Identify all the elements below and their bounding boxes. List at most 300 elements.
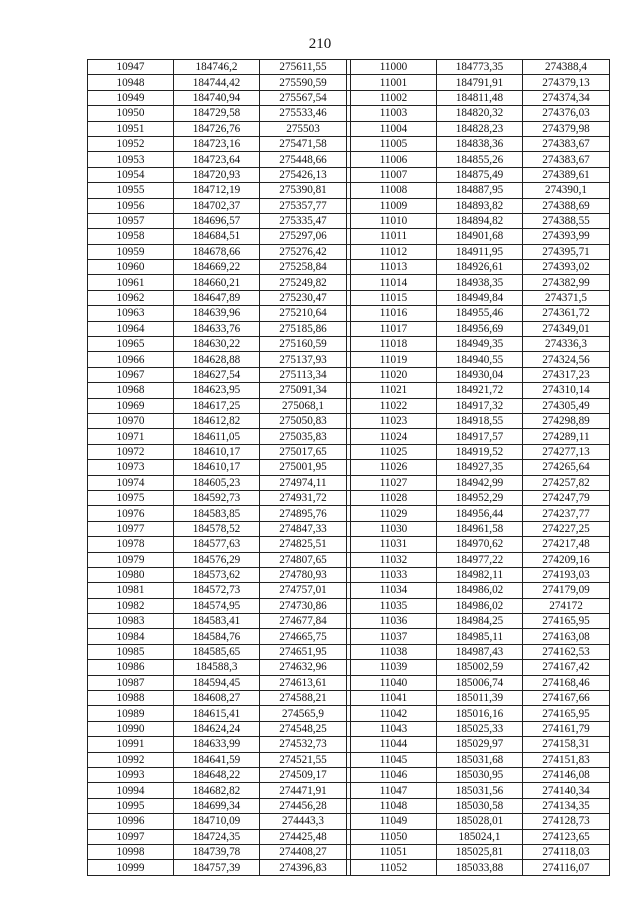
left-point-id-cell: 10968 xyxy=(88,383,174,398)
left-x-value-cell: 184611,05 xyxy=(174,429,260,444)
left-x-value-cell: 184583,41 xyxy=(174,614,260,629)
left-y-value-cell: 275185,86 xyxy=(260,321,347,336)
left-x-value-cell: 184682,82 xyxy=(174,783,260,798)
right-y-value-cell: 274165,95 xyxy=(523,614,610,629)
right-y-value-cell: 274388,55 xyxy=(523,213,610,228)
left-y-value-cell: 275035,83 xyxy=(260,429,347,444)
left-point-id-cell: 10950 xyxy=(88,106,174,121)
left-y-value-cell: 274677,84 xyxy=(260,614,347,629)
left-point-id-cell: 10988 xyxy=(88,691,174,706)
right-y-value-cell: 274265,64 xyxy=(523,460,610,475)
table-row xyxy=(88,90,610,105)
right-x-value-cell: 185031,56 xyxy=(437,783,523,798)
right-x-value-cell: 184942,99 xyxy=(437,475,523,490)
left-point-id-cell: 10972 xyxy=(88,444,174,459)
left-point-id-cell: 10996 xyxy=(88,814,174,829)
right-point-id-cell: 11026 xyxy=(351,460,437,475)
right-y-value-cell: 274227,25 xyxy=(523,521,610,536)
right-y-value-cell: 274361,72 xyxy=(523,306,610,321)
right-x-value-cell: 184921,72 xyxy=(437,383,523,398)
table-row xyxy=(88,260,610,275)
right-x-value-cell: 184977,22 xyxy=(437,552,523,567)
right-y-value-cell: 274324,56 xyxy=(523,352,610,367)
left-point-id-cell: 10991 xyxy=(88,737,174,752)
table-row xyxy=(88,721,610,736)
right-y-value-cell: 274374,34 xyxy=(523,90,610,105)
right-x-value-cell: 184956,44 xyxy=(437,506,523,521)
right-point-id-cell: 11021 xyxy=(351,383,437,398)
right-point-id-cell: 11034 xyxy=(351,583,437,598)
table-row xyxy=(88,644,610,659)
right-point-id-cell: 11015 xyxy=(351,290,437,305)
left-x-value-cell: 184699,34 xyxy=(174,798,260,813)
right-x-value-cell: 184811,48 xyxy=(437,90,523,105)
left-x-value-cell: 184669,22 xyxy=(174,260,260,275)
right-y-value-cell: 274128,73 xyxy=(523,814,610,829)
left-point-id-cell: 10975 xyxy=(88,490,174,505)
right-y-value-cell: 274179,09 xyxy=(523,583,610,598)
left-y-value-cell: 274807,65 xyxy=(260,552,347,567)
left-y-value-cell: 275611,55 xyxy=(260,60,347,75)
right-point-id-cell: 11000 xyxy=(351,60,437,75)
right-point-id-cell: 11009 xyxy=(351,198,437,213)
left-point-id-cell: 10974 xyxy=(88,475,174,490)
right-point-id-cell: 11003 xyxy=(351,106,437,121)
left-x-value-cell: 184684,51 xyxy=(174,229,260,244)
right-x-value-cell: 184961,58 xyxy=(437,521,523,536)
left-point-id-cell: 10999 xyxy=(88,860,174,875)
left-y-value-cell: 274521,55 xyxy=(260,752,347,767)
table-row xyxy=(88,752,610,767)
right-point-id-cell: 11005 xyxy=(351,136,437,151)
left-point-id-cell: 10992 xyxy=(88,752,174,767)
right-x-value-cell: 184926,61 xyxy=(437,260,523,275)
right-x-value-cell: 184952,29 xyxy=(437,490,523,505)
right-y-value-cell: 274162,53 xyxy=(523,644,610,659)
right-point-id-cell: 11012 xyxy=(351,244,437,259)
left-x-value-cell: 184710,09 xyxy=(174,814,260,829)
right-y-value-cell: 274158,31 xyxy=(523,737,610,752)
right-point-id-cell: 11038 xyxy=(351,644,437,659)
left-y-value-cell: 274548,25 xyxy=(260,721,347,736)
right-x-value-cell: 185025,81 xyxy=(437,844,523,859)
table-row xyxy=(88,152,610,167)
left-x-value-cell: 184746,2 xyxy=(174,60,260,75)
left-point-id-cell: 10993 xyxy=(88,767,174,782)
right-y-value-cell: 274305,49 xyxy=(523,398,610,413)
right-point-id-cell: 11024 xyxy=(351,429,437,444)
right-y-value-cell: 274237,77 xyxy=(523,506,610,521)
left-x-value-cell: 184723,16 xyxy=(174,136,260,151)
left-y-value-cell: 275001,95 xyxy=(260,460,347,475)
left-x-value-cell: 184610,17 xyxy=(174,444,260,459)
right-point-id-cell: 11037 xyxy=(351,629,437,644)
right-y-value-cell: 274151,83 xyxy=(523,752,610,767)
left-x-value-cell: 184574,95 xyxy=(174,598,260,613)
left-x-value-cell: 184572,73 xyxy=(174,583,260,598)
table-row xyxy=(88,660,610,675)
left-y-value-cell: 274509,17 xyxy=(260,767,347,782)
left-point-id-cell: 10970 xyxy=(88,413,174,428)
right-point-id-cell: 11050 xyxy=(351,829,437,844)
table-row xyxy=(88,629,610,644)
left-x-value-cell: 184585,65 xyxy=(174,644,260,659)
right-y-value-cell: 274383,67 xyxy=(523,136,610,151)
left-point-id-cell: 10960 xyxy=(88,260,174,275)
right-x-value-cell: 185006,74 xyxy=(437,675,523,690)
left-y-value-cell: 275390,81 xyxy=(260,183,347,198)
table-row xyxy=(88,814,610,829)
left-y-value-cell: 275357,77 xyxy=(260,198,347,213)
left-point-id-cell: 10965 xyxy=(88,337,174,352)
left-y-value-cell: 274931,72 xyxy=(260,490,347,505)
coordinates-table xyxy=(87,59,610,876)
left-x-value-cell: 184702,37 xyxy=(174,198,260,213)
right-y-value-cell: 274310,14 xyxy=(523,383,610,398)
left-y-value-cell: 275276,42 xyxy=(260,244,347,259)
right-y-value-cell: 274277,13 xyxy=(523,444,610,459)
left-point-id-cell: 10964 xyxy=(88,321,174,336)
right-point-id-cell: 11022 xyxy=(351,398,437,413)
left-x-value-cell: 184615,41 xyxy=(174,706,260,721)
left-x-value-cell: 184641,59 xyxy=(174,752,260,767)
right-x-value-cell: 184940,55 xyxy=(437,352,523,367)
left-y-value-cell: 275210,64 xyxy=(260,306,347,321)
right-y-value-cell: 274167,66 xyxy=(523,691,610,706)
left-x-value-cell: 184648,22 xyxy=(174,767,260,782)
right-y-value-cell: 274395,71 xyxy=(523,244,610,259)
left-x-value-cell: 184720,93 xyxy=(174,167,260,182)
right-x-value-cell: 184919,52 xyxy=(437,444,523,459)
right-x-value-cell: 184956,69 xyxy=(437,321,523,336)
left-x-value-cell: 184628,88 xyxy=(174,352,260,367)
right-x-value-cell: 184918,55 xyxy=(437,413,523,428)
right-point-id-cell: 11031 xyxy=(351,537,437,552)
table-row xyxy=(88,60,610,75)
left-x-value-cell: 184576,29 xyxy=(174,552,260,567)
left-y-value-cell: 275471,58 xyxy=(260,136,347,151)
left-x-value-cell: 184739,78 xyxy=(174,844,260,859)
right-x-value-cell: 185030,58 xyxy=(437,798,523,813)
left-point-id-cell: 10980 xyxy=(88,567,174,582)
right-point-id-cell: 11017 xyxy=(351,321,437,336)
right-x-value-cell: 184930,04 xyxy=(437,367,523,382)
left-point-id-cell: 10952 xyxy=(88,136,174,151)
right-y-value-cell: 274134,35 xyxy=(523,798,610,813)
table-row xyxy=(88,614,610,629)
table-row xyxy=(88,844,610,859)
right-x-value-cell: 184887,95 xyxy=(437,183,523,198)
table-row xyxy=(88,737,610,752)
left-point-id-cell: 10971 xyxy=(88,429,174,444)
right-point-id-cell: 11018 xyxy=(351,337,437,352)
table-row xyxy=(88,290,610,305)
right-x-value-cell: 184938,35 xyxy=(437,275,523,290)
left-y-value-cell: 275137,93 xyxy=(260,352,347,367)
right-point-id-cell: 11020 xyxy=(351,367,437,382)
left-point-id-cell: 10954 xyxy=(88,167,174,182)
left-y-value-cell: 275567,54 xyxy=(260,90,347,105)
left-point-id-cell: 10979 xyxy=(88,552,174,567)
right-y-value-cell: 274123,65 xyxy=(523,829,610,844)
right-x-value-cell: 184927,35 xyxy=(437,460,523,475)
right-x-value-cell: 184986,02 xyxy=(437,583,523,598)
table-row xyxy=(88,213,610,228)
table-row xyxy=(88,537,610,552)
table-row xyxy=(88,352,610,367)
right-x-value-cell: 184791,91 xyxy=(437,75,523,90)
left-x-value-cell: 184627,54 xyxy=(174,367,260,382)
right-y-value-cell: 274140,34 xyxy=(523,783,610,798)
right-point-id-cell: 11039 xyxy=(351,660,437,675)
left-point-id-cell: 10951 xyxy=(88,121,174,136)
table-row xyxy=(88,567,610,582)
left-y-value-cell: 274895,76 xyxy=(260,506,347,521)
right-y-value-cell: 274167,42 xyxy=(523,660,610,675)
left-y-value-cell: 275113,34 xyxy=(260,367,347,382)
right-x-value-cell: 184828,23 xyxy=(437,121,523,136)
right-x-value-cell: 185031,68 xyxy=(437,752,523,767)
left-x-value-cell: 184612,82 xyxy=(174,413,260,428)
table-row xyxy=(88,429,610,444)
left-y-value-cell: 274471,91 xyxy=(260,783,347,798)
right-x-value-cell: 185030,95 xyxy=(437,767,523,782)
left-x-value-cell: 184617,25 xyxy=(174,398,260,413)
left-point-id-cell: 10962 xyxy=(88,290,174,305)
left-x-value-cell: 184630,22 xyxy=(174,337,260,352)
right-x-value-cell: 184955,46 xyxy=(437,306,523,321)
table-row xyxy=(88,275,610,290)
page-number: 210 xyxy=(308,36,332,52)
right-x-value-cell: 184838,36 xyxy=(437,136,523,151)
table-row xyxy=(88,583,610,598)
right-x-value-cell: 184820,32 xyxy=(437,106,523,121)
table-row xyxy=(88,783,610,798)
left-y-value-cell: 274396,83 xyxy=(260,860,347,875)
right-point-id-cell: 11043 xyxy=(351,721,437,736)
left-point-id-cell: 10986 xyxy=(88,660,174,675)
right-x-value-cell: 184901,68 xyxy=(437,229,523,244)
left-point-id-cell: 10998 xyxy=(88,844,174,859)
table-row xyxy=(88,413,610,428)
right-point-id-cell: 11036 xyxy=(351,614,437,629)
table-row xyxy=(88,475,610,490)
right-y-value-cell: 274379,98 xyxy=(523,121,610,136)
table-row xyxy=(88,167,610,182)
left-point-id-cell: 10990 xyxy=(88,721,174,736)
left-x-value-cell: 184724,35 xyxy=(174,829,260,844)
left-point-id-cell: 10953 xyxy=(88,152,174,167)
right-x-value-cell: 185002,59 xyxy=(437,660,523,675)
left-y-value-cell: 275160,59 xyxy=(260,337,347,352)
right-point-id-cell: 11047 xyxy=(351,783,437,798)
left-x-value-cell: 184696,57 xyxy=(174,213,260,228)
right-point-id-cell: 11011 xyxy=(351,229,437,244)
left-point-id-cell: 10987 xyxy=(88,675,174,690)
left-point-id-cell: 10958 xyxy=(88,229,174,244)
table-row xyxy=(88,75,610,90)
right-x-value-cell: 184970,62 xyxy=(437,537,523,552)
table-row xyxy=(88,198,610,213)
left-x-value-cell: 184633,76 xyxy=(174,321,260,336)
table-row xyxy=(88,675,610,690)
left-y-value-cell: 274532,73 xyxy=(260,737,347,752)
left-x-value-cell: 184639,96 xyxy=(174,306,260,321)
left-x-value-cell: 184594,45 xyxy=(174,675,260,690)
left-x-value-cell: 184633,99 xyxy=(174,737,260,752)
right-x-value-cell: 184773,35 xyxy=(437,60,523,75)
right-point-id-cell: 11042 xyxy=(351,706,437,721)
left-point-id-cell: 10976 xyxy=(88,506,174,521)
table-row xyxy=(88,337,610,352)
left-point-id-cell: 10948 xyxy=(88,75,174,90)
right-point-id-cell: 11002 xyxy=(351,90,437,105)
right-point-id-cell: 11035 xyxy=(351,598,437,613)
left-y-value-cell: 275017,65 xyxy=(260,444,347,459)
table-row xyxy=(88,229,610,244)
right-x-value-cell: 184986,02 xyxy=(437,598,523,613)
right-point-id-cell: 11030 xyxy=(351,521,437,536)
right-y-value-cell: 274116,07 xyxy=(523,860,610,875)
table-row xyxy=(88,706,610,721)
left-y-value-cell: 274730,86 xyxy=(260,598,347,613)
right-y-value-cell: 274257,82 xyxy=(523,475,610,490)
right-x-value-cell: 185028,01 xyxy=(437,814,523,829)
right-y-value-cell: 274247,79 xyxy=(523,490,610,505)
left-x-value-cell: 184605,23 xyxy=(174,475,260,490)
left-y-value-cell: 274757,01 xyxy=(260,583,347,598)
left-point-id-cell: 10978 xyxy=(88,537,174,552)
right-y-value-cell: 274193,03 xyxy=(523,567,610,582)
left-y-value-cell: 275297,06 xyxy=(260,229,347,244)
right-point-id-cell: 11025 xyxy=(351,444,437,459)
left-x-value-cell: 184573,62 xyxy=(174,567,260,582)
left-y-value-cell: 275426,13 xyxy=(260,167,347,182)
right-x-value-cell: 184917,32 xyxy=(437,398,523,413)
right-x-value-cell: 185024,1 xyxy=(437,829,523,844)
right-x-value-cell: 185033,88 xyxy=(437,860,523,875)
left-point-id-cell: 10956 xyxy=(88,198,174,213)
left-x-value-cell: 184723,64 xyxy=(174,152,260,167)
left-x-value-cell: 184729,58 xyxy=(174,106,260,121)
left-y-value-cell: 275590,59 xyxy=(260,75,347,90)
table-row xyxy=(88,521,610,536)
table-row xyxy=(88,321,610,336)
right-y-value-cell: 274390,1 xyxy=(523,183,610,198)
left-y-value-cell: 275050,83 xyxy=(260,413,347,428)
right-point-id-cell: 11044 xyxy=(351,737,437,752)
right-x-value-cell: 184855,26 xyxy=(437,152,523,167)
right-x-value-cell: 185025,33 xyxy=(437,721,523,736)
table-row xyxy=(88,490,610,505)
right-x-value-cell: 184875,49 xyxy=(437,167,523,182)
right-point-id-cell: 11049 xyxy=(351,814,437,829)
left-x-value-cell: 184583,85 xyxy=(174,506,260,521)
right-y-value-cell: 274118,03 xyxy=(523,844,610,859)
right-y-value-cell: 274217,48 xyxy=(523,537,610,552)
right-point-id-cell: 11041 xyxy=(351,691,437,706)
right-point-id-cell: 11028 xyxy=(351,490,437,505)
table-row xyxy=(88,398,610,413)
right-x-value-cell: 184984,25 xyxy=(437,614,523,629)
right-y-value-cell: 274388,4 xyxy=(523,60,610,75)
left-y-value-cell: 274588,21 xyxy=(260,691,347,706)
left-y-value-cell: 274847,33 xyxy=(260,521,347,536)
table-row xyxy=(88,552,610,567)
right-y-value-cell: 274336,3 xyxy=(523,337,610,352)
right-point-id-cell: 11033 xyxy=(351,567,437,582)
right-point-id-cell: 11029 xyxy=(351,506,437,521)
left-x-value-cell: 184577,63 xyxy=(174,537,260,552)
left-point-id-cell: 10955 xyxy=(88,183,174,198)
left-point-id-cell: 10967 xyxy=(88,367,174,382)
left-x-value-cell: 184584,76 xyxy=(174,629,260,644)
left-point-id-cell: 10977 xyxy=(88,521,174,536)
right-x-value-cell: 184987,43 xyxy=(437,644,523,659)
table-row xyxy=(88,106,610,121)
left-x-value-cell: 184678,66 xyxy=(174,244,260,259)
table-row xyxy=(88,183,610,198)
right-y-value-cell: 274146,08 xyxy=(523,767,610,782)
table-row xyxy=(88,306,610,321)
table-row xyxy=(88,383,610,398)
right-y-value-cell: 274165,95 xyxy=(523,706,610,721)
right-x-value-cell: 184894,82 xyxy=(437,213,523,228)
left-y-value-cell: 274456,28 xyxy=(260,798,347,813)
right-y-value-cell: 274383,67 xyxy=(523,152,610,167)
left-x-value-cell: 184610,17 xyxy=(174,460,260,475)
right-y-value-cell: 274168,46 xyxy=(523,675,610,690)
table-row xyxy=(88,244,610,259)
right-x-value-cell: 184982,11 xyxy=(437,567,523,582)
table-row xyxy=(88,691,610,706)
table-row xyxy=(88,860,610,875)
right-y-value-cell: 274161,79 xyxy=(523,721,610,736)
table-row xyxy=(88,798,610,813)
right-x-value-cell: 184893,82 xyxy=(437,198,523,213)
left-point-id-cell: 10982 xyxy=(88,598,174,613)
left-y-value-cell: 275335,47 xyxy=(260,213,347,228)
right-y-value-cell: 274289,11 xyxy=(523,429,610,444)
left-point-id-cell: 10949 xyxy=(88,90,174,105)
right-y-value-cell: 274382,99 xyxy=(523,275,610,290)
left-point-id-cell: 10983 xyxy=(88,614,174,629)
right-x-value-cell: 184911,95 xyxy=(437,244,523,259)
right-point-id-cell: 11045 xyxy=(351,752,437,767)
left-y-value-cell: 274632,96 xyxy=(260,660,347,675)
left-x-value-cell: 184623,95 xyxy=(174,383,260,398)
right-y-value-cell: 274376,03 xyxy=(523,106,610,121)
left-y-value-cell: 274780,93 xyxy=(260,567,347,582)
left-point-id-cell: 10973 xyxy=(88,460,174,475)
right-point-id-cell: 11040 xyxy=(351,675,437,690)
right-y-value-cell: 274393,02 xyxy=(523,260,610,275)
right-point-id-cell: 11051 xyxy=(351,844,437,859)
right-y-value-cell: 274388,69 xyxy=(523,198,610,213)
right-point-id-cell: 11048 xyxy=(351,798,437,813)
left-y-value-cell: 274665,75 xyxy=(260,629,347,644)
right-x-value-cell: 184949,84 xyxy=(437,290,523,305)
left-y-value-cell: 274425,48 xyxy=(260,829,347,844)
table-row xyxy=(88,444,610,459)
right-x-value-cell: 184985,11 xyxy=(437,629,523,644)
left-point-id-cell: 10959 xyxy=(88,244,174,259)
right-point-id-cell: 11019 xyxy=(351,352,437,367)
left-y-value-cell: 274408,27 xyxy=(260,844,347,859)
left-point-id-cell: 10989 xyxy=(88,706,174,721)
left-point-id-cell: 10947 xyxy=(88,60,174,75)
right-point-id-cell: 11023 xyxy=(351,413,437,428)
